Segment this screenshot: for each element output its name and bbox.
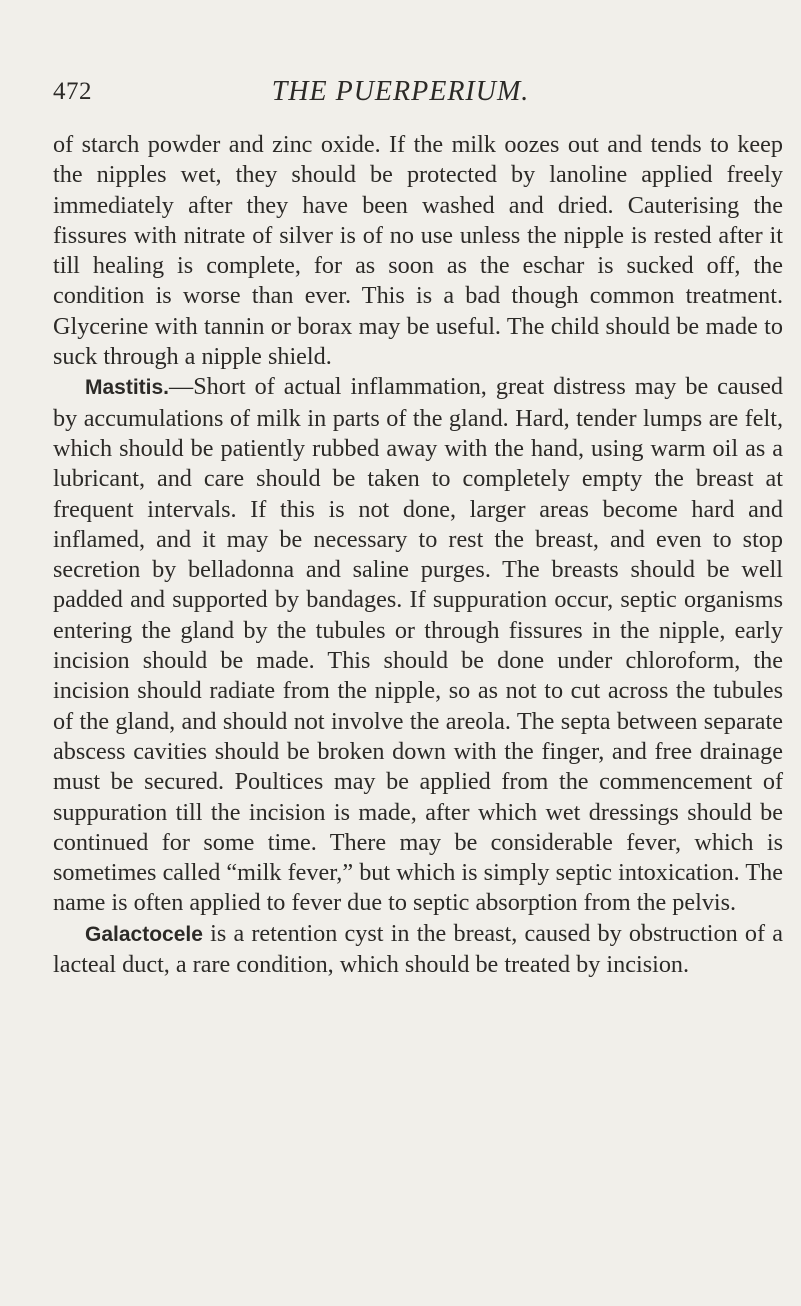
paragraph-text: of starch powder and zinc oxide. If the milk oozes out and tends to keep the nipples wet, they should be protected by lanoline applied freely immediately after they have been washed and dried. Cauterising the fissures with nitrate of silver is of no use unless the nipple is rested after it till healing is complete, for as soon as the eschar is sucked off, the condition is worse than ever. This is a bad though common treatment. Glycerine with tannin or borax may be useful. The child should be made to suck through a nipple shield. [53, 131, 783, 371]
paragraph-mastitis [53, 372, 783, 918]
body-text [53, 130, 783, 980]
paragraph-galactocele [53, 919, 783, 981]
section-heading-galactocele: Galactocele [85, 922, 203, 946]
paragraph-text: —Short of actual inflammation, great distress may be caused by accumulations of milk in parts of the gland. Hard, tender lumps are felt, which should be patiently rubbed away with the hand, using warm oil as a lubricant, and care should be taken to completely empty the breast at frequent intervals. If this is not done, larger areas become hard and inflamed, and it may be necessary to rest the breast, and even to stop secretion by belladonna and saline purges. The breasts should be well padded and supported by bandages. If suppuration occur, septic organisms entering the gland by the tubules or through fissures in the nipple, early incision should be made. This should be done under chloroform, the incision should radiate from the nipple, so as not to cut across the tubules of the gland, and should not involve the areola. The septa between separate abscess cavities should be broken down with the finger, and free drainage must be secured. Poultices may be applied from the commencement of suppuration till the incision is made, after which wet dressings should be continued for some time. There may be considerable fever, which is sometimes called “milk fever,” but which is simply septic intoxication. The name is often applied to fever due to septic absorption from the pelvis. [53, 373, 783, 917]
section-heading-mastitis: Mastitis. [85, 376, 170, 400]
paragraph-text: is a retention cyst in the breast, caused by obstruction of a lacteal duct, a rare condition, which should be treated by incision. [53, 919, 783, 979]
paragraph-continued [53, 130, 783, 372]
running-title: THE PUERPERIUM. [271, 76, 530, 107]
page-number: 472 [53, 78, 92, 105]
